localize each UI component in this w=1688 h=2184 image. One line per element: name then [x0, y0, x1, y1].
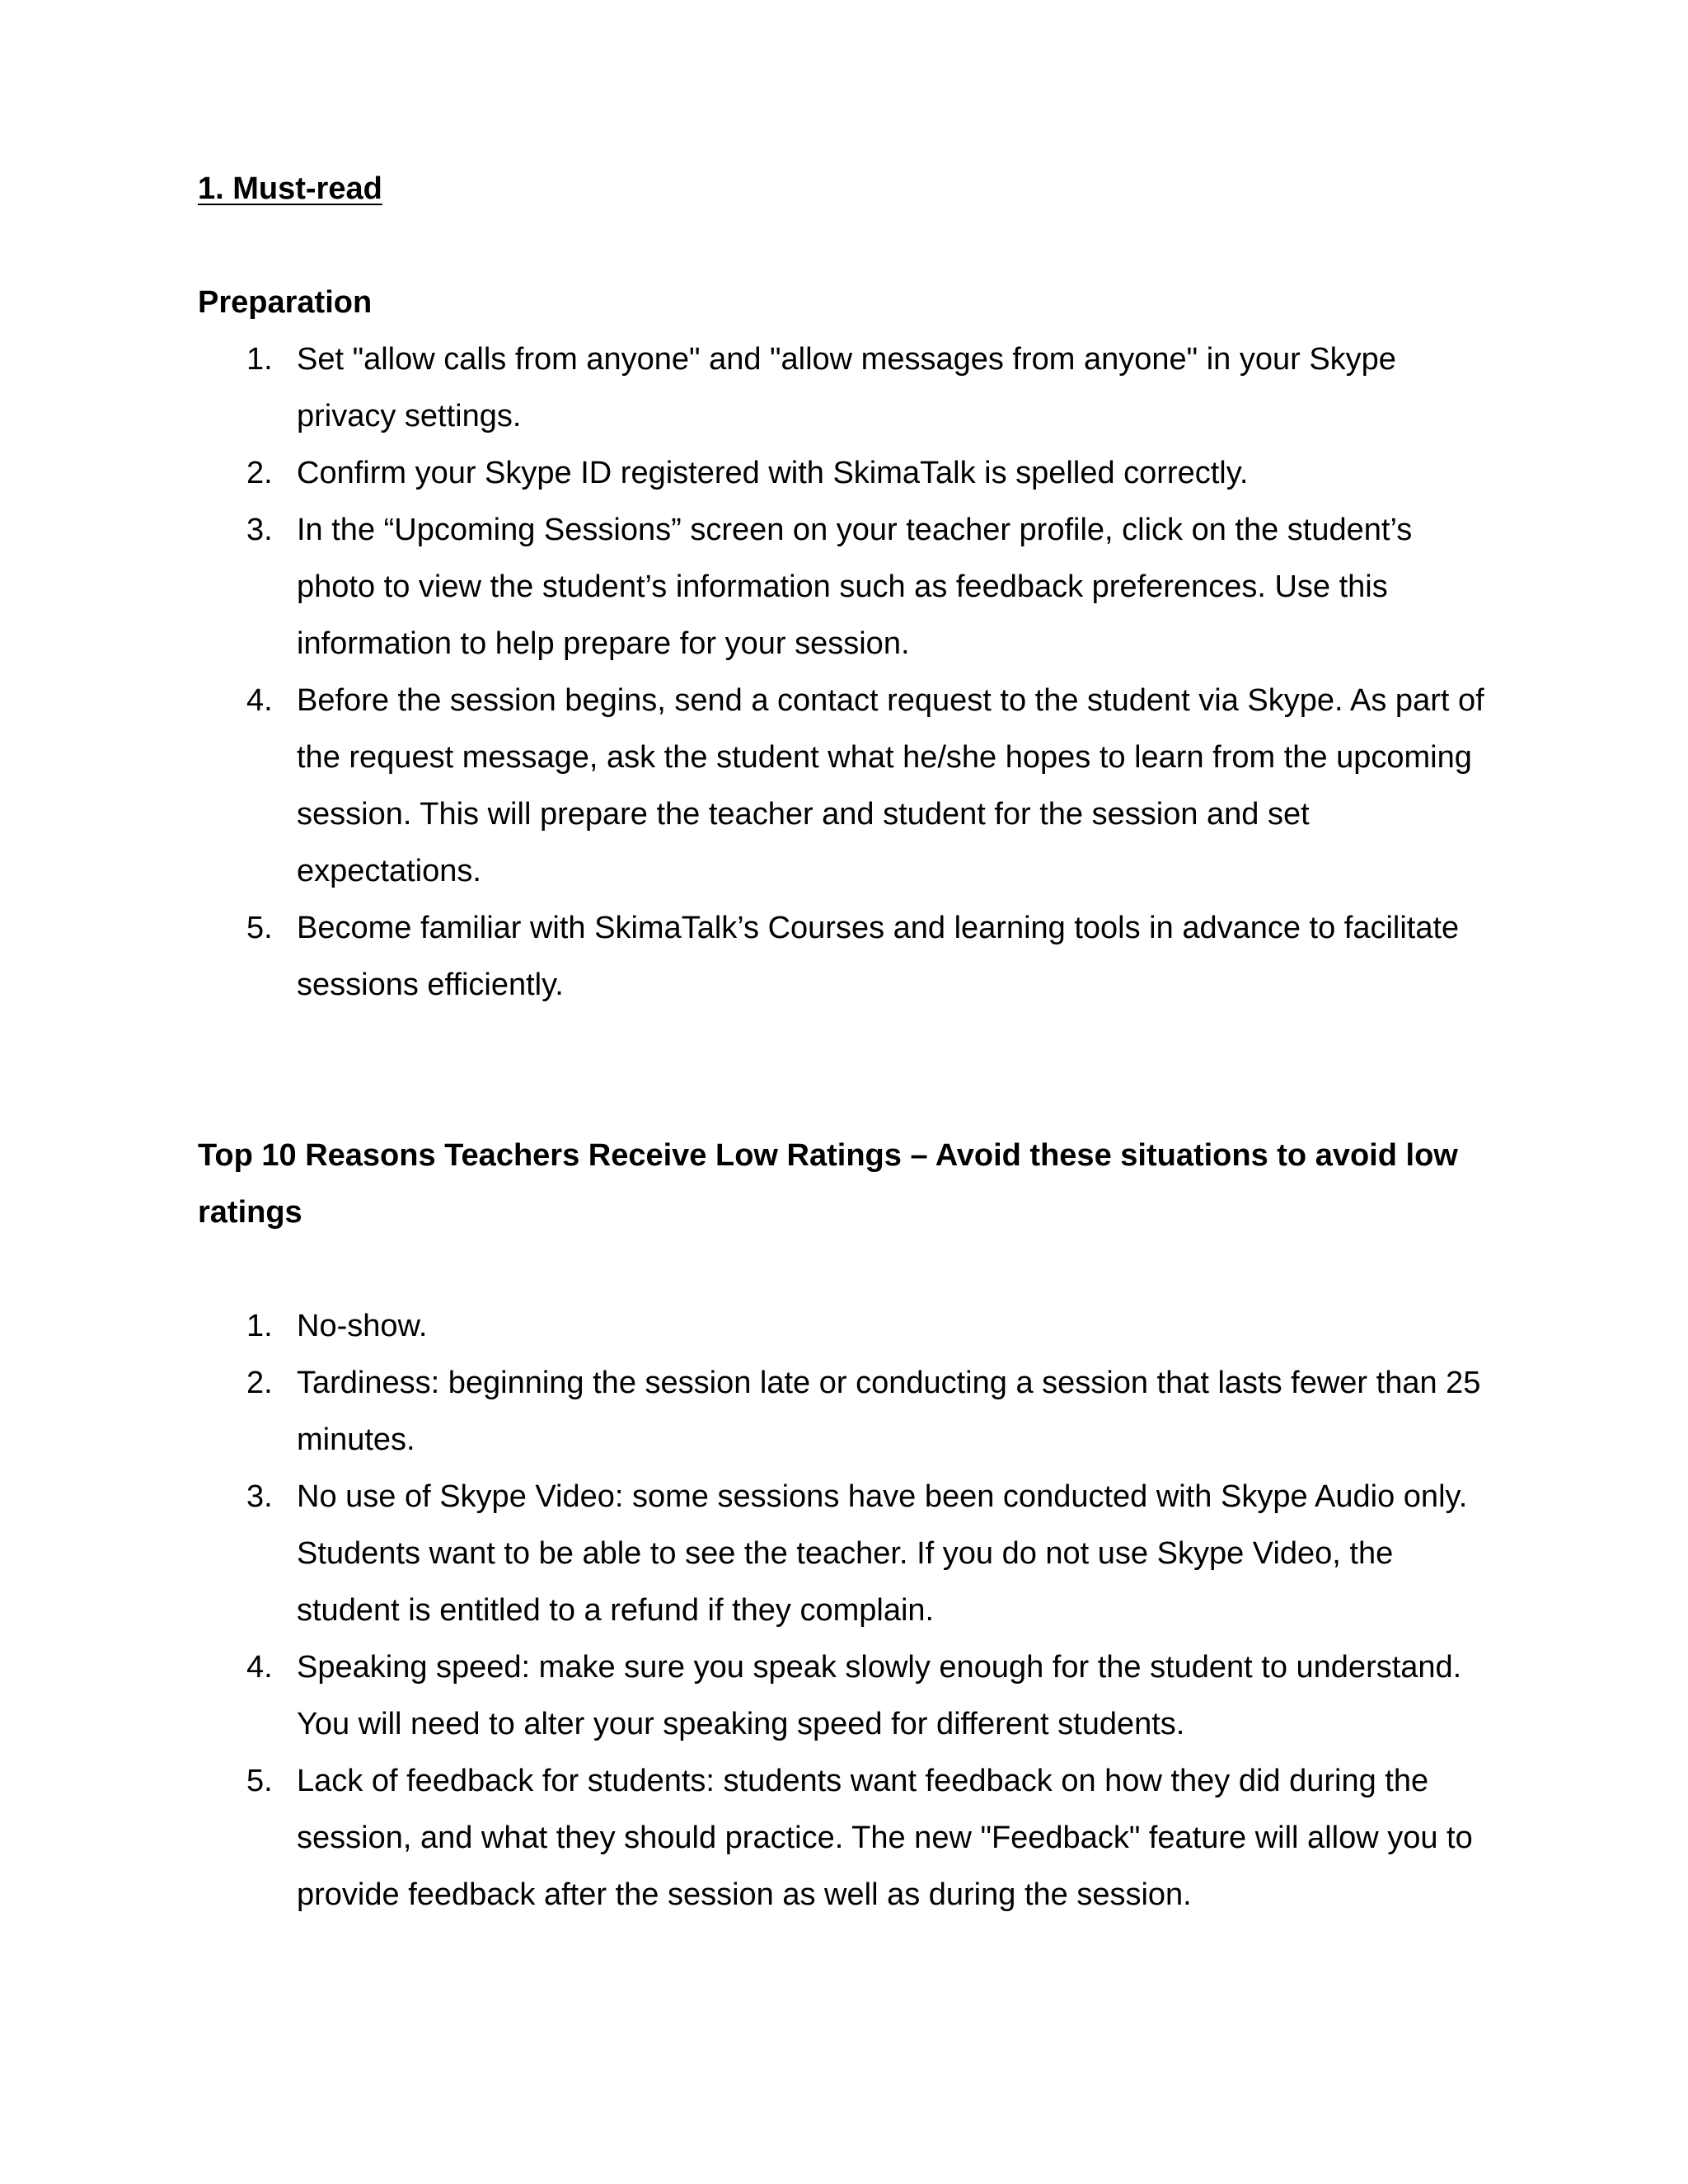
- list-item-number: 3.: [246, 1479, 273, 1514]
- list-item-number: 1.: [246, 1309, 273, 1343]
- list-item-text: Lack of feedback for students: students want feedback on how they did during the session, and what they should practice. The new "Feedback" feature will allow you to provide feedback after the session as well as during the session.: [297, 1764, 1473, 1912]
- list-item: [198, 1298, 1492, 1355]
- preparation-list: [198, 331, 1492, 1014]
- list-item: [198, 1355, 1492, 1469]
- list-item-number: 5.: [246, 1764, 273, 1798]
- list-item-number: 5.: [246, 911, 273, 945]
- list-item-number: 1.: [246, 342, 273, 377]
- list-item-text: Tardiness: beginning the session late or conducting a session that lasts fewer than 25 minutes.: [297, 1366, 1481, 1457]
- list-item: [198, 445, 1492, 502]
- list-item-text: No-show.: [297, 1309, 428, 1343]
- list-item-number: 2.: [246, 1366, 273, 1400]
- list-item: [198, 1469, 1492, 1639]
- list-item: [198, 1639, 1492, 1753]
- list-item-text: Confirm your Skype ID registered with SkimaTalk is spelled correctly.: [297, 456, 1249, 490]
- list-item-text: No use of Skype Video: some sessions have been conducted with Skype Audio only. Students want to be able to see the teacher. If you do not use Skype Video, the student is entitled to a refund if they complain.: [297, 1479, 1468, 1628]
- list-item-number: 4.: [246, 683, 273, 718]
- list-item: [198, 502, 1492, 673]
- list-item: [198, 1753, 1492, 1924]
- list-item-number: 3.: [246, 513, 273, 547]
- list-item-number: 2.: [246, 456, 273, 490]
- list-item: [198, 331, 1492, 445]
- low-ratings-heading: Top 10 Reasons Teachers Receive Low Ratings – Avoid these situations to avoid low ratings: [198, 1138, 1458, 1230]
- list-item: [198, 900, 1492, 1014]
- low-ratings-list: [198, 1298, 1492, 1924]
- preparation-heading: Preparation: [198, 285, 373, 320]
- list-item-text: Speaking speed: make sure you speak slowly enough for the student to understand. You will need to alter your speaking speed for different students.: [297, 1650, 1462, 1741]
- list-item: [198, 673, 1492, 900]
- list-item-text: Become familiar with SkimaTalk’s Courses and learning tools in advance to facilitate sessions efficiently.: [297, 911, 1460, 1002]
- list-item-number: 4.: [246, 1650, 273, 1685]
- list-item-text: Before the session begins, send a contact request to the student via Skype. As part of the request message, ask the student what he/she hopes to learn from the upcoming session. This will prepare the teacher and student for the session and set expectations.: [297, 683, 1484, 888]
- document-page: [198, 161, 1492, 1924]
- section-title: 1. Must-read: [198, 171, 382, 206]
- list-item-text: In the “Upcoming Sessions” screen on your teacher profile, click on the student’s photo to view the student’s information such as feedback preferences. Use this information to help prepare for your session.: [297, 513, 1413, 661]
- list-item-text: Set "allow calls from anyone" and "allow messages from anyone" in your Skype privacy settings.: [297, 342, 1396, 434]
